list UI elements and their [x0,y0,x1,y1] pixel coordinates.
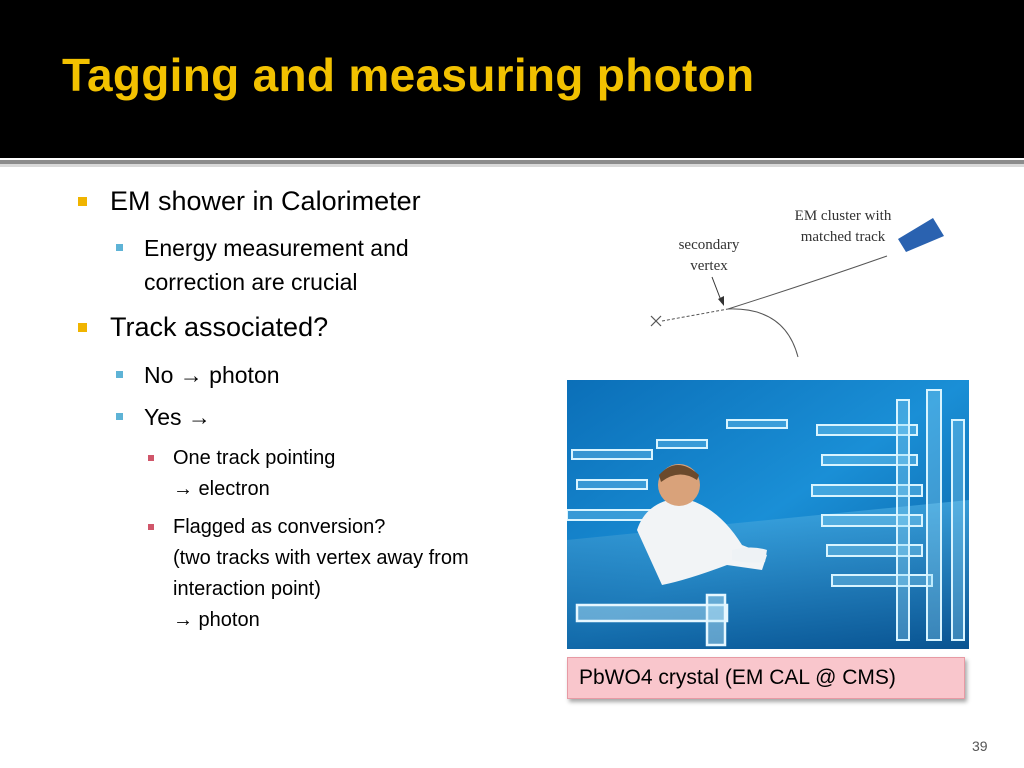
bullet-no-photon: No → photon [144,362,280,388]
bullet-marker-l1 [78,197,87,206]
bullet-marker-l2 [116,244,123,251]
bullet-track-associated: Track associated? [110,312,329,342]
arrowhead-icon [718,296,724,306]
bullet-flagged-line2: (two tracks with vertex away from [173,547,469,569]
bullet-marker-l3 [148,455,154,461]
em-cluster-icon [898,218,944,252]
bullet-marker-l3 [148,524,154,530]
bullet-one-track-line2: → electron [173,478,270,500]
photo-caption [567,657,965,699]
bullet-marker-l2 [116,413,123,420]
bullet-em-shower: EM shower in Calorimeter [110,186,421,216]
electron-track-line [728,256,887,309]
bullet-energy-line1: Energy measurement and [144,235,409,261]
secondary-vertex-label-line1: secondary [678,237,740,253]
title-divider-light [0,164,1024,167]
bullet-yes: Yes → [144,404,211,430]
bullet-flagged-line3: interaction point) [173,578,321,600]
bullet-energy-line2: correction are crucial [144,269,358,295]
bullet-flagged-line4: → photon [173,609,260,631]
bullet-marker-l1 [78,323,87,332]
photo-caption-text: PbWO4 crystal (EM CAL @ CMS) [579,666,896,689]
bullet-marker-l2 [116,371,123,378]
secondary-vertex-label-line2: vertex [690,258,728,274]
bullet-one-track-line1: One track pointing [173,447,336,469]
bullet-flagged-line1: Flagged as conversion? [173,516,386,538]
primary-vertex-cross-icon [651,316,661,326]
photon-path-line [662,309,728,321]
em-cluster-label-line1: EM cluster with [794,208,892,224]
em-cluster-label-line2: matched track [800,229,886,245]
page-number: 39 [972,738,988,754]
slide-title: Tagging and measuring photon [62,49,755,101]
crystal-photo [567,380,969,649]
conversion-diagram [640,195,960,365]
positron-track-line [728,309,798,357]
